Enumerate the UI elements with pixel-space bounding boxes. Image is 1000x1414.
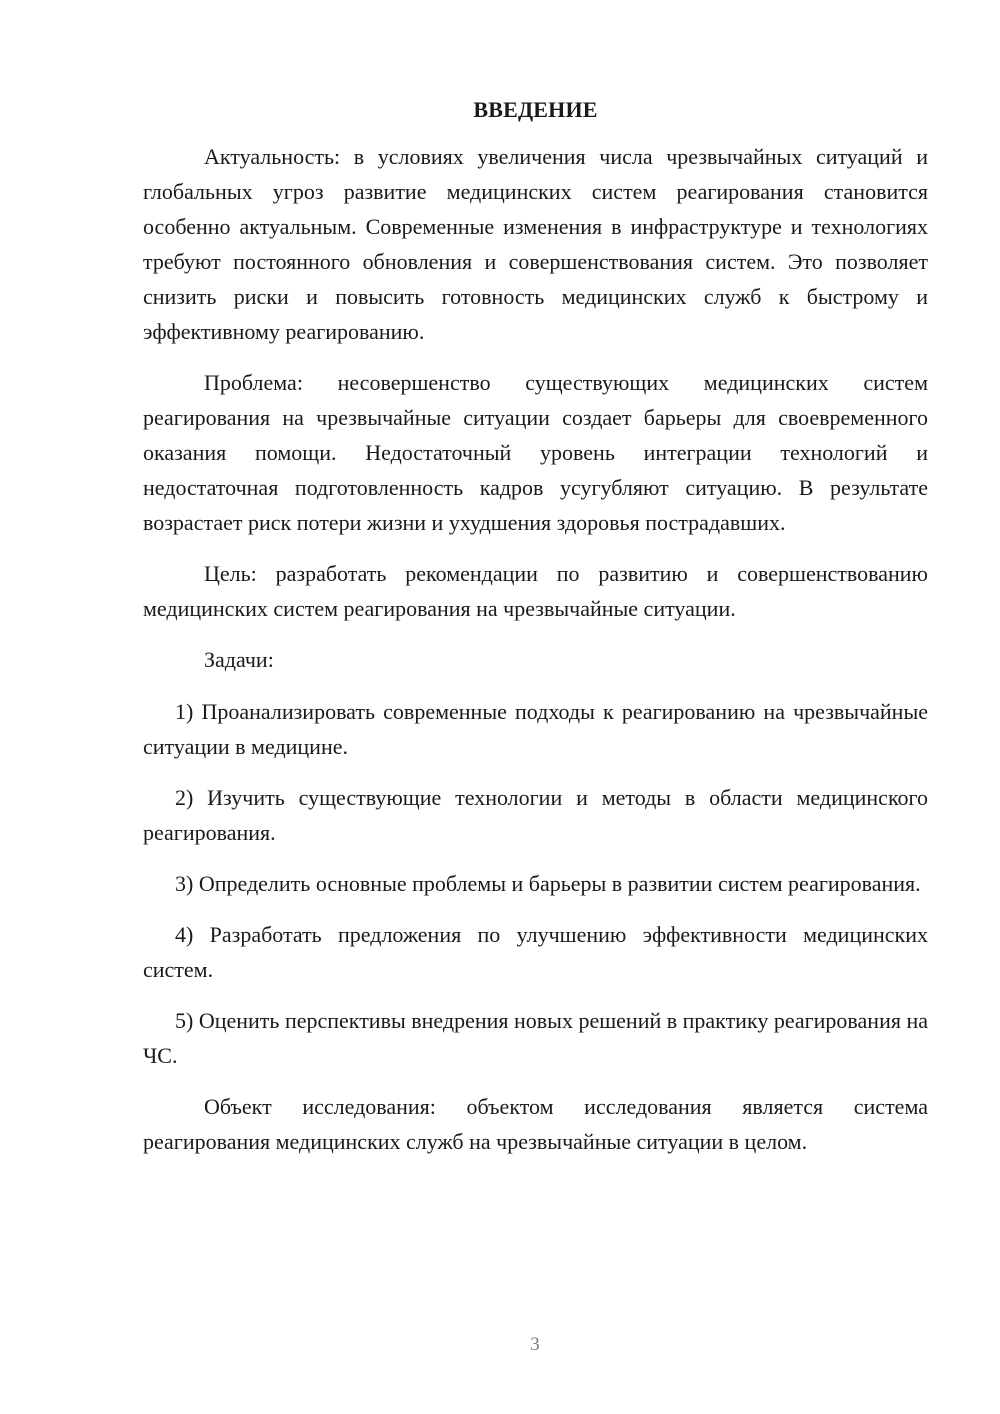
paragraph-object: Объект исследования: объектом исследования является система реагирования медицинских служб на чрезвычайные ситуации в целом. (143, 1094, 928, 1154)
task-item-2: 2) Изучить существующие технологии и методы в области медицинского реагирования. (143, 785, 928, 845)
paragraph-relevance: Актуальность: в условиях увеличения числа чрезвычайных ситуаций и глобальных угроз развитие медицинских систем реагирования становится особенно актуальным. Современные изменения в инфраструктуре и технологиях требуют постоянного обновления и совершенствования систем. Это позволяет снизить риски и повысить готовность медицинских служб к быстрому и эффективному реагированию. (143, 144, 928, 344)
page-title: ВВЕДЕНИЕ (473, 97, 598, 122)
task-item-4: 4) Разработать предложения по улучшению эффективности медицинских систем. (143, 922, 928, 982)
paragraph-problem: Проблема: несовершенство существующих медицинских систем реагирования на чрезвычайные ситуации создает барьеры для своевременного оказания помощи. Недостаточный уровень интеграции технологий и недостаточная подготовленность кадров усугубляют ситуацию. В результате возрастает риск потери жизни и ухудшения здоровья пострадавших. (143, 370, 928, 535)
page-number: 3 (530, 1334, 540, 1355)
document-page (143, 95, 928, 1175)
task-item-5: 5) Оценить перспективы внедрения новых решений в практику реагирования на ЧС. (143, 1008, 928, 1068)
task-item-3: 3) Определить основные проблемы и барьеры в развитии систем реагирования. (175, 871, 921, 896)
tasks-heading: Задачи: (204, 647, 274, 672)
task-item-1: 1) Проанализировать современные подходы к реагированию на чрезвычайные ситуации в медицине. (143, 699, 928, 759)
paragraph-goal: Цель: разработать рекомендации по развитию и совершенствованию медицинских систем реагирования на чрезвычайные ситуации. (143, 561, 928, 621)
